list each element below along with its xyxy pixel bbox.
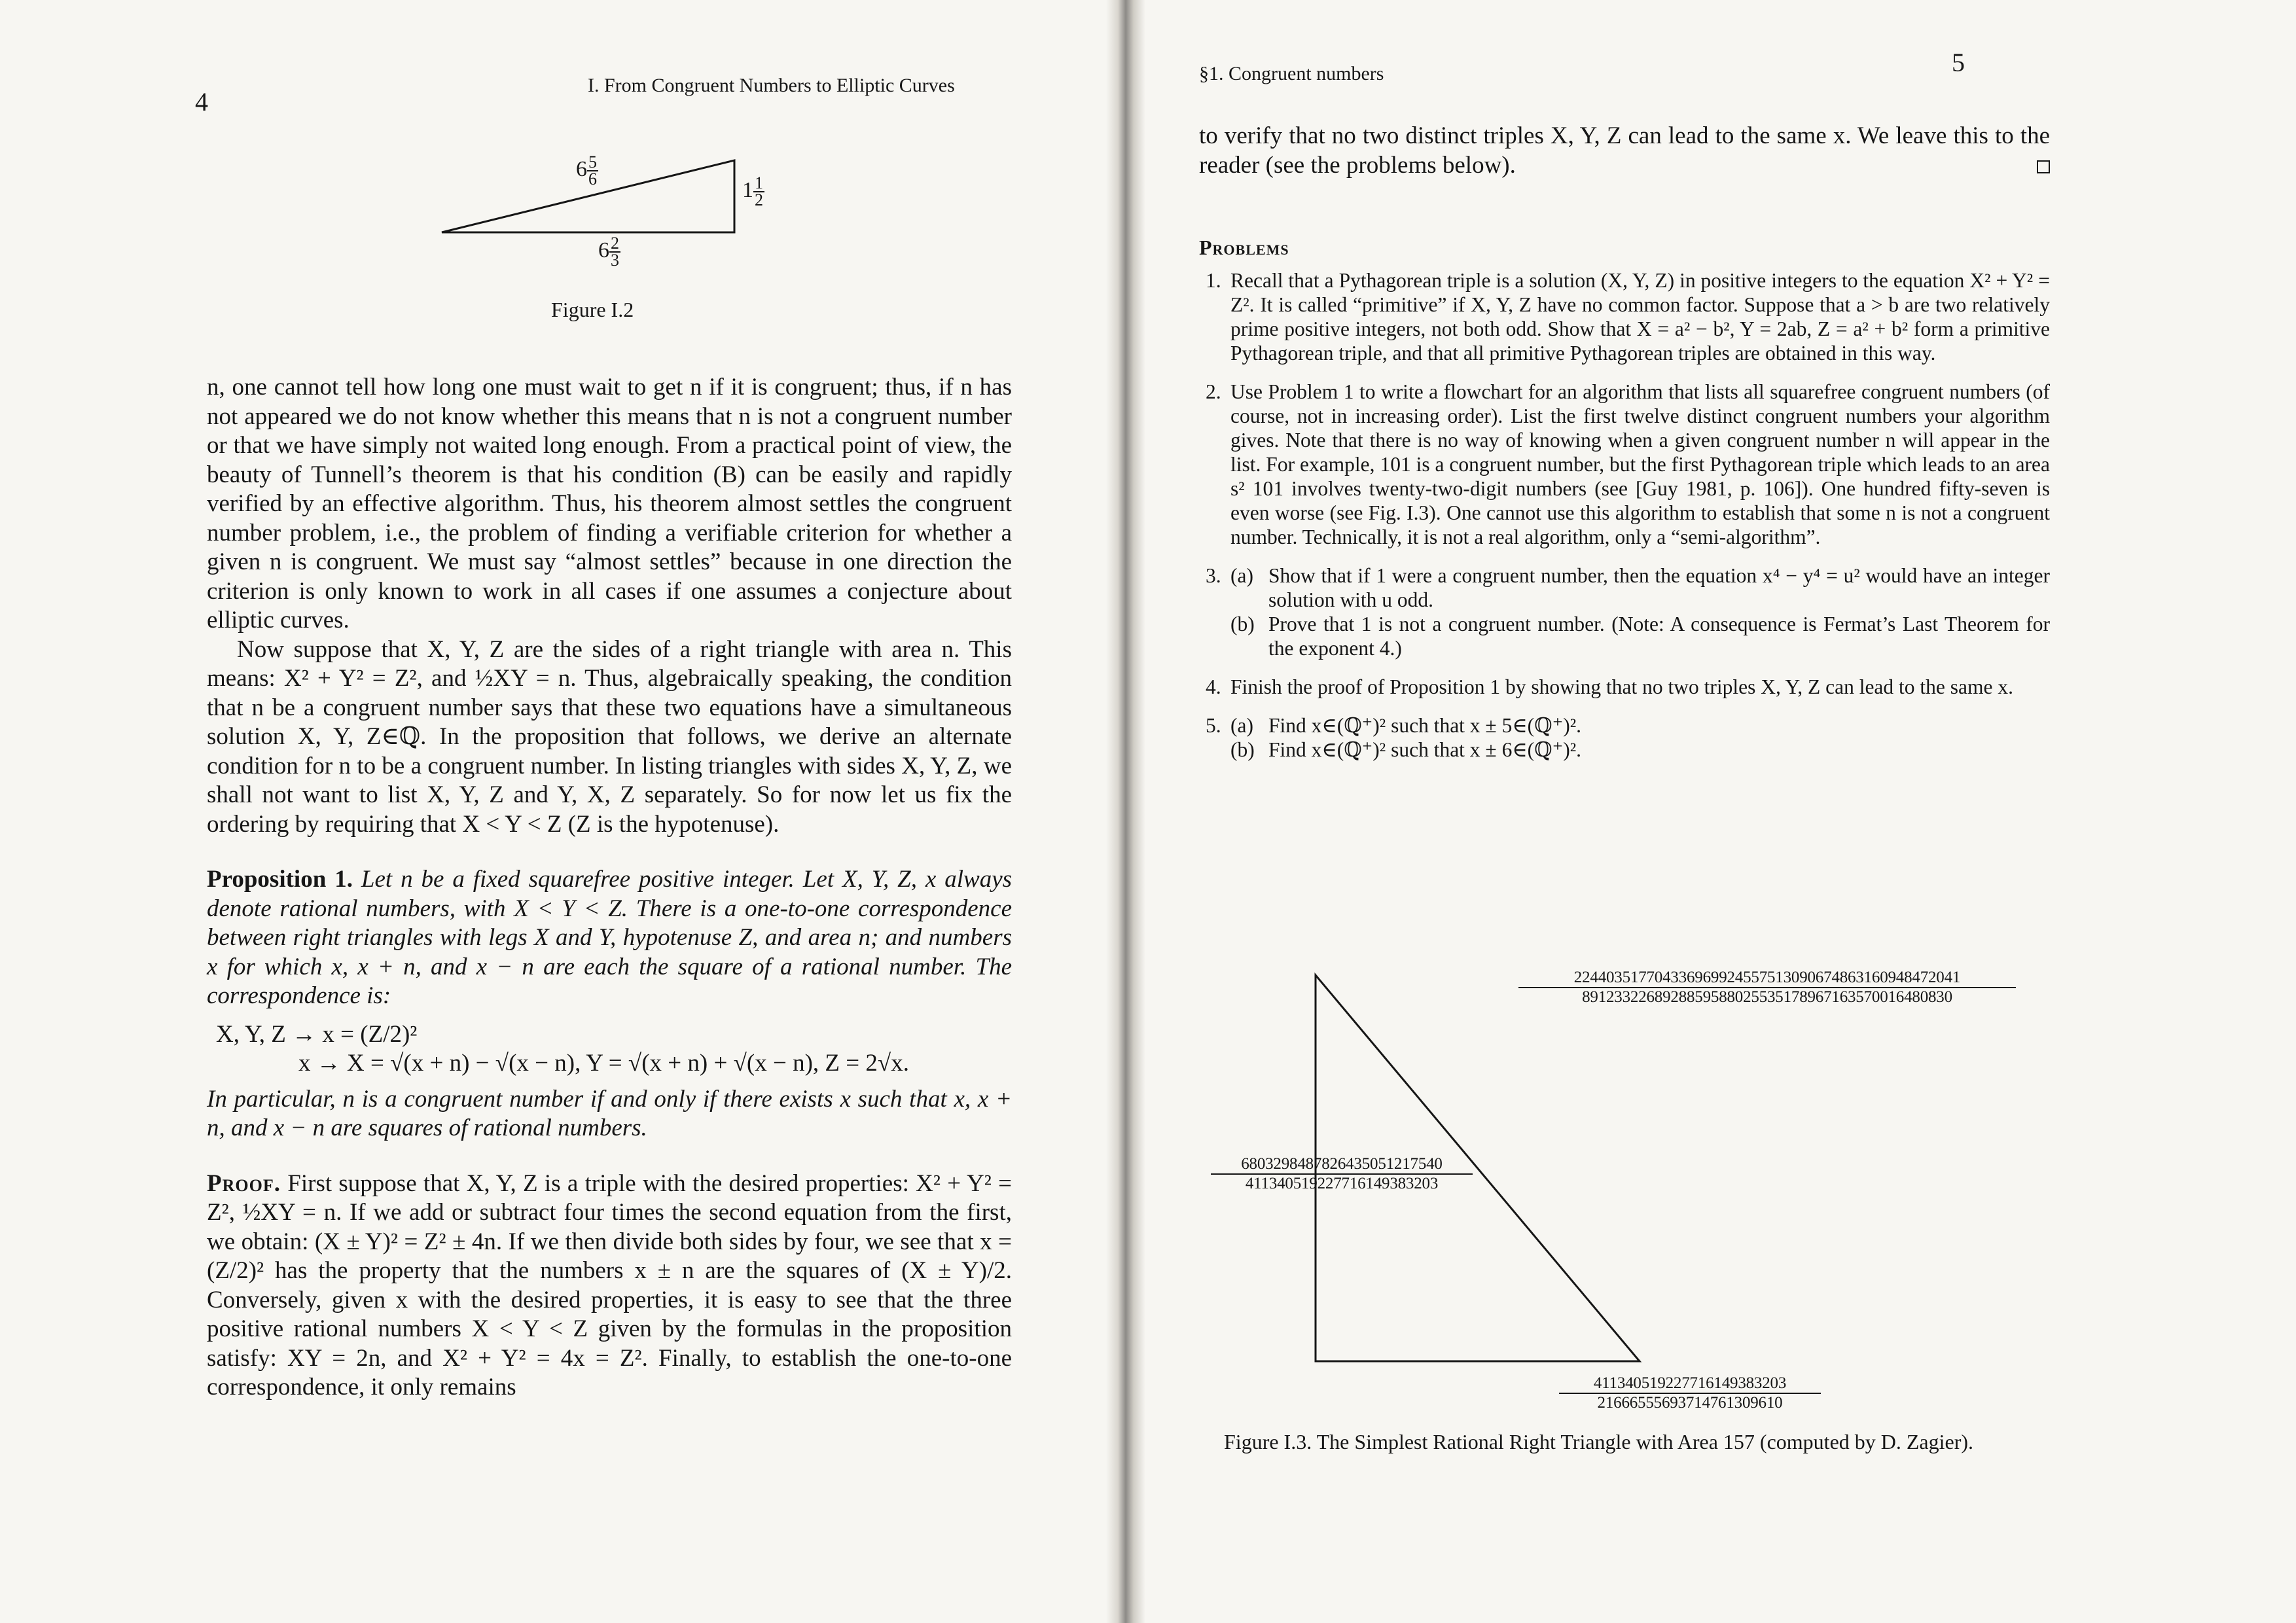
paragraph-2: Now suppose that X, Y, Z are the sides of a right triangle with area n. This means: X² + Y² = Z², and ½XY = n. Thus, algebraically speaking, the condition that n be a congruent number says that these two equations have a simultaneous solution X, Y, Z∈ℚ. In the proposition that follows, we derive an alternate condition for n to be a congruent number. In listing triangles with sides X, Y, Z, we shall not want to list X, Y, Z and Y, X, Z separately. So for now let us fix the ordering by requiring that X < Y < Z (Z is the hypotenuse). — [207, 635, 1012, 838]
formula-2: x → X = √(x + n) − √(x − n), Y = √(x + n) + √(x − n), Z = 2√x. — [298, 1050, 909, 1077]
running-head: §1. Congruent numbers — [1199, 63, 1384, 84]
vertical-leg-label: 6803298487826435051217540 411340519227716149383203 — [1211, 1155, 1473, 1193]
figure-i2-caption: Figure I.2 — [551, 298, 634, 321]
problem-3b: (b) Prove that 1 is not a congruent number. (Note: A consequence is Fermat’s Last Theorem for the exponent 4.) — [1230, 613, 2050, 660]
proof: Proof. First suppose that X, Y, Z is a triple with the desired properties: X² + Y² = Z², ½XY = n. If we add or subtract four times the second equation from the first, we obtain: (X ± Y)² = Z² ± 4n. If we then divide both sides by four, we see that x = (Z/2)² has the property that the numbers x ± n are the squares of (X ± Y)/2. Conversely, given x with the desired properties, it is easy to see that the three positive rational numbers X < Y < Z given by the formulas in the proposition satisfy: XY = 2n, and X² + Y² = 4x = Z². Finally, to establish the one-to-one correspondence, it only remains — [207, 1169, 1013, 1400]
left-page — [0, 0, 1113, 1623]
long-leg-label: 6 $\frac{2}{3}$ — [598, 234, 619, 270]
problems-list — [1206, 268, 2050, 776]
book-gutter — [1106, 0, 1145, 1623]
page-number: 4 — [195, 87, 208, 116]
formula-1: X, Y, Z → x = (Z/2)² — [216, 1020, 418, 1048]
hypotenuse-label: 224403517704336969924557513090674863160948472041 8912332268928859588025535178967163570016480830 — [1518, 969, 2016, 1007]
proposition-1: Proposition 1. Let n be a fixed squarefree positive integer. Let X, Y, Z, x always denote rational numbers, with X < Y < Z. There is a one-to-one correspondence between right triangles with legs X and Y, hypotenuse Z, and area n; and numbers x for which x, x + n, and x − n are each the square of a rational number. The correspondence is: — [207, 866, 1013, 1009]
proposition-text: Let n be a fixed squarefree positive integer. Let X, Y, Z, x always denote rational numbers, with X < Y < Z. There is a one-to-one correspondence between right triangles with legs X and Y, hypotenuse Z, and area n; and numbers x for which x, x + n, and x − n are each the square of a rational number. The correspondence is: — [207, 866, 1013, 1009]
running-head: I. From Congruent Numbers to Elliptic Curves — [588, 75, 955, 96]
problem-3a: (a) Show that if 1 were a congruent number, then the equation x⁴ − y⁴ = u² would have an integer solution with u odd. — [1230, 564, 2050, 611]
problem-1: 1. Recall that a Pythagorean triple is a solution (X, Y, Z) in positive integers to the equation X² + Y² = Z². It is called “primitive” if X, Y, Z have no common factor. Suppose that a > b are two relatively prime positive integers, not both odd. Show that X = a² − b², Y = 2ab, Z = a² + b² form a primitive Pythagorean triple, and that all primitive Pythagorean triples are obtained in this way. — [1206, 269, 2050, 365]
figure-i3 — [1211, 955, 2088, 1414]
proof-text: First suppose that X, Y, Z is a triple with the desired properties: X² + Y² = Z², ½XY = n. If we add or subtract four times the second equation from the first, we obtain: (X ± Y)² = Z² ± 4n. If we then divide both sides by four, we see that x = (Z/2)² has the property that the numbers x ± n are the squares of (X ± Y)/2. Conversely, given x with the desired properties, it is easy to see that the three positive rational numbers X < Y < Z given by the formulas in the proposition satisfy: XY = 2n, and X² + Y² = 4x = Z². Finally, to establish the one-to-one correspondence, it only remains — [207, 1169, 1013, 1400]
base-leg-label: 411340519227716149383203 21666555693714761309610 — [1559, 1374, 1821, 1412]
proposition-tail: In particular, n is a congruent number if and only if there exists x such that x, x + n, and x − n are squares of rational numbers. — [207, 1085, 1012, 1141]
page-number: 5 — [1952, 48, 1965, 77]
figure-i3-caption: Figure I.3. The Simplest Rational Right Triangle with Area 157 (computed by D. Zagier). — [1224, 1430, 1974, 1454]
problem-5: 5. (a) Find x∈(ℚ⁺)² such that x ± 5∈(ℚ⁺)². (b) Find x∈(ℚ⁺)² such that x ± 6∈(ℚ⁺)². — [1206, 713, 2050, 762]
continuation-paragraph: to verify that no two distinct triples X, Y, Z can lead to the same x. We leave this to the reader (see the problems below). — [1199, 122, 2050, 179]
figure-i2 — [432, 151, 772, 308]
problem-3: 3. (a) Show that if 1 were a congruent number, then the equation x⁴ − y⁴ = u² would have an integer solution with u odd. (b) Prove that 1 is not a congruent number. (Note: A consequence is Fermat’s Last Theorem for the exponent 4.) — [1206, 564, 2050, 660]
hypotenuse-label: 6 $\frac{5}{6}$ — [576, 152, 597, 188]
qed-icon — [2037, 160, 2050, 173]
problems-heading: Problems — [1199, 236, 1289, 259]
problem-5b: (b) Find x∈(ℚ⁺)² such that x ± 6∈(ℚ⁺)². — [1230, 738, 1582, 761]
paragraph-1: n, one cannot tell how long one must wait to get n if it is congruent; thus, if n has not appeared we do not know whether this means that n is not a congruent number or that we have simply not waited long enough. From a practical point of view, the beauty of Tunnell’s theorem is that his condition (B) can be easily and rapidly verified by an effective algorithm. Thus, his theorem almost settles the congruent number problem, i.e., the problem of finding a verifiable criterion for whether a given n is congruent. We must say “almost settles” because in one direction the criterion is only known to work in all cases if one assumes a conjecture about elliptic curves. — [207, 374, 1012, 633]
right-page — [1152, 0, 2296, 1623]
body-text-block — [207, 373, 1012, 1402]
problem-5a: (a) Find x∈(ℚ⁺)² such that x ± 5∈(ℚ⁺)². — [1230, 714, 1582, 737]
short-leg-label: 1 $\frac{1}{2}$ — [742, 173, 763, 209]
problem-2: 2. Use Problem 1 to write a flowchart for an algorithm that lists all squarefree congruent numbers (of course, not in increasing order). List the first twelve distinct congruent numbers your algorithm gives. Note that there is no way of knowing when a given congruent number n will appear in the list. For example, 101 is a congruent number, but the first Pythagorean triple which leads to an area s² 101 involves twenty-two-digit numbers (see [Guy 1981, p. 106]). One hundred fifty-seven is even worse (see Fig. I.3). One cannot use this algorithm to establish that some n is not a congruent number. Technically, it is not a real algorithm, only a “semi-algorithm”. — [1206, 380, 2050, 548]
problem-4: 4. Finish the proof of Proposition 1 by showing that no two triples X, Y, Z can lead to the same x. — [1206, 675, 2014, 698]
